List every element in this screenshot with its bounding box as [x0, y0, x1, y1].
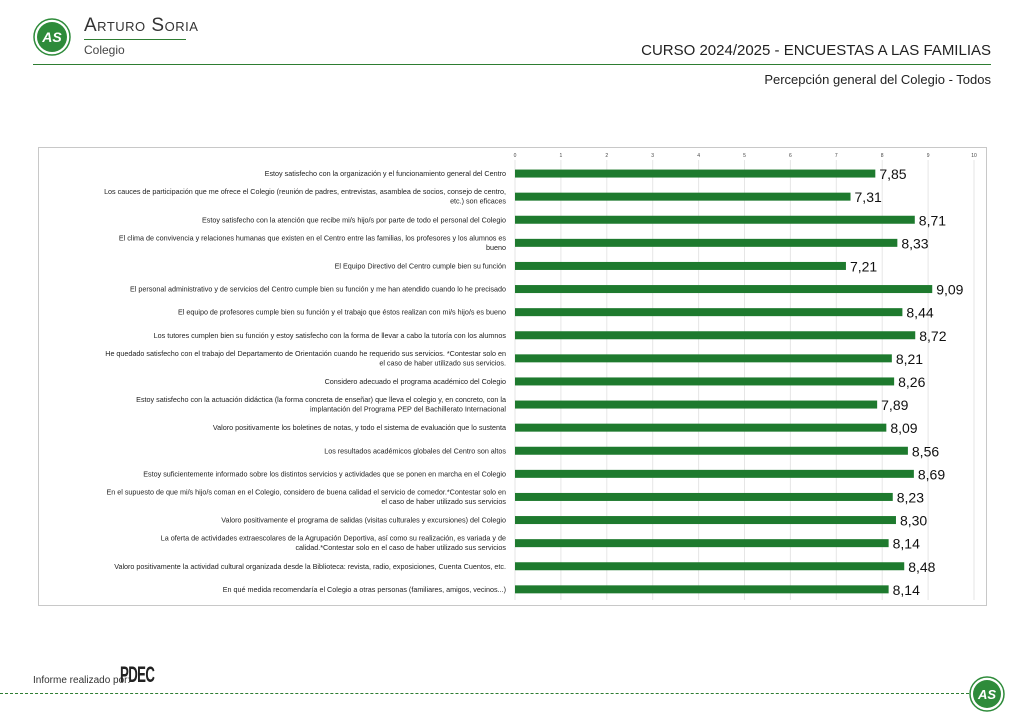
bar: [515, 216, 915, 224]
category-label: [335, 261, 506, 270]
logo-text: AS: [42, 29, 62, 45]
category-label: [154, 331, 507, 340]
category-label: [265, 169, 506, 178]
category-label: [106, 487, 506, 506]
category-label-line: el caso de haber utilizado sus servicios.: [379, 358, 506, 368]
bar: [515, 516, 896, 524]
bar-value-label: 9,09: [936, 281, 964, 298]
x-tick-label: 2: [605, 153, 609, 159]
bar: [515, 193, 851, 201]
category-label: [105, 349, 506, 368]
bar-value-label: 8,23: [896, 489, 925, 506]
category-label: [143, 469, 506, 478]
bar-chart: [39, 148, 986, 605]
category-label-line: El clima de convivencia y relaciones humanas que existen en el Centro entre las familias, los profesores y los alumnos es: [118, 233, 506, 243]
category-label-line: implantación del Programa PEP del Bachillerato Internacional: [309, 404, 506, 414]
category-label-line: En qué medida recomendaría el Colegio a otras personas (familiares, amigos, vecinos...): [222, 584, 506, 594]
category-label: [221, 516, 506, 525]
bar: [515, 377, 894, 385]
category-label-line: Estoy satisfecho con la actuación didáctica (la forma concreta de enseñar) que lleva el colegio y, en concreto, con la: [136, 395, 506, 405]
bar: [515, 239, 897, 247]
category-label-line: El Equipo Directivo del Centro cumple bien su función: [334, 261, 506, 271]
bar: [515, 331, 915, 339]
x-tick-label: 1: [559, 153, 563, 159]
category-label: [213, 423, 506, 432]
category-label: [223, 585, 506, 594]
category-label: [324, 446, 506, 455]
x-tick-label: 3: [651, 153, 655, 159]
bar: [515, 447, 908, 455]
logo-icon: [33, 18, 71, 56]
category-label: [119, 233, 507, 252]
bar: [515, 262, 846, 270]
x-tick-label: 5: [743, 153, 746, 159]
x-tick-label: 6: [789, 153, 792, 159]
page-title: CURSO 2024/2025 - ENCUESTAS A LAS FAMILIAS: [641, 42, 991, 59]
chart-frame: [38, 147, 987, 606]
category-label-line: Estoy satisfecho con la atención que recibe mi/s hijo/s por parte de todo el personal del Colegio: [201, 215, 506, 225]
x-tick-label: 4: [697, 153, 700, 159]
category-label: [114, 562, 506, 571]
bar-value-label: 7,21: [849, 258, 878, 275]
x-tick-label: 8: [880, 153, 884, 159]
logo-text: AS: [977, 687, 997, 702]
category-label-line: Los resultados académicos globales del Centro son altos: [324, 446, 506, 456]
category-label-line: La oferta de actividades extraescolares de la Agrupación Deportiva, así como su realización, es variada y de: [160, 533, 506, 543]
bar: [515, 424, 886, 432]
bar-value-label: 8,14: [892, 535, 920, 552]
category-label: [104, 187, 506, 206]
category-label-line: En el supuesto de que mi/s hijo/s coman en el Colegio, considero de buena calidad el servicio de comedor.*Contestar solo en: [106, 487, 506, 497]
bar-value-label: 8,48: [908, 558, 936, 575]
bar-value-label: 8,33: [901, 235, 929, 252]
bar-value-label: 7,89: [881, 397, 909, 414]
category-label-line: etc.) son eficaces: [450, 196, 506, 206]
category-label-line: He quedado satisfecho con el trabajo del Departamento de Orientación cuando he requerido sus servicios. *Contestar solo en: [105, 348, 506, 358]
bar-value-label: 7,31: [854, 189, 882, 206]
bar-value-label: 8,21: [895, 350, 924, 367]
category-label-line: Considero adecuado el programa académico del Colegio: [324, 376, 506, 386]
category-label-line: Los tutores cumplen bien su función y estoy satisfecho con la forma de llevar a cabo la tutoría con los alumnos: [153, 330, 506, 340]
footer-divider: [0, 693, 969, 694]
school-logo: [33, 18, 71, 56]
header-divider: [33, 64, 991, 65]
bar-value-label: 8,09: [890, 420, 918, 437]
x-tick-label: 10: [971, 153, 977, 159]
category-label: [325, 377, 506, 386]
bar-value-label: 8,56: [911, 443, 940, 460]
school-logo-footer: [969, 676, 1005, 712]
category-label-line: Valoro positivamente el programa de salidas (visitas culturales y excursiones) del Colegio: [221, 515, 506, 525]
category-label: [202, 215, 506, 224]
bar: [515, 539, 889, 547]
category-label: [178, 308, 506, 317]
bar: [515, 562, 904, 570]
category-label-line: El equipo de profesores cumple bien su función y el trabajo que éstos realizan con mi/s hijo/s es bueno: [177, 307, 506, 317]
bar: [515, 170, 875, 178]
bar-value-label: 8,72: [919, 327, 947, 344]
brand-subtitle: Colegio: [84, 43, 125, 57]
page-subtitle: Percepción general del Colegio - Todos: [764, 72, 991, 87]
bar: [515, 493, 893, 501]
category-label-line: Estoy satisfecho con la organización y el funcionamiento general del Centro: [264, 169, 506, 179]
bar-value-label: 8,69: [917, 466, 946, 483]
bar-value-label: 8,30: [899, 512, 928, 529]
category-label-line: Los cauces de participación que me ofrece el Colegio (reunión de padres, entrevistas, asamblea de socios, consejo de centro,: [104, 187, 506, 197]
category-label-line: calidad.*Contestar solo en el caso de haber utilizado sus servicios: [295, 543, 506, 553]
footer-label: Informe realizado por:: [33, 675, 131, 686]
category-label: [130, 285, 506, 294]
category-label: [136, 395, 506, 414]
bar-value-label: 8,44: [906, 304, 934, 321]
category-label-line: Valoro positivamente la actividad cultural organizada desde la Biblioteca: revista, radio, exposiciones, Cuenta Cuentos, etc.: [114, 561, 506, 571]
bar-value-label: 8,14: [892, 581, 920, 598]
footer-brand: PDEC: [120, 662, 155, 687]
category-label-line: Valoro positivamente los boletines de notas, y todo el sistema de evaluación que lo sustenta: [212, 423, 506, 433]
x-tick-label: 7: [834, 153, 838, 159]
bar: [515, 354, 892, 362]
bar: [515, 470, 914, 478]
bar-value-label: 8,71: [918, 212, 947, 229]
category-label-line: el caso de haber utilizado sus servicios: [381, 496, 506, 506]
category-label-line: bueno: [486, 242, 506, 252]
category-label-line: Estoy suficientemente informado sobre los distintos servicios y actividades que se ponen en marcha en el Colegio: [143, 469, 506, 479]
bar-value-label: 8,26: [898, 373, 926, 390]
logo-icon: [969, 676, 1005, 712]
bar-value-label: 7,85: [879, 166, 907, 183]
brand-divider: [84, 39, 186, 40]
category-label-line: El personal administrativo y de servicios del Centro cumple bien su función y me han atendido cuando lo he precisado: [130, 284, 506, 294]
x-tick-label: 9: [926, 153, 930, 159]
category-label: [161, 534, 507, 553]
x-tick-label: 0: [513, 153, 517, 159]
bar: [515, 585, 889, 593]
bar: [515, 308, 902, 316]
bar: [515, 285, 932, 293]
bar: [515, 401, 877, 409]
brand-name: Arturo Soria: [84, 15, 199, 36]
